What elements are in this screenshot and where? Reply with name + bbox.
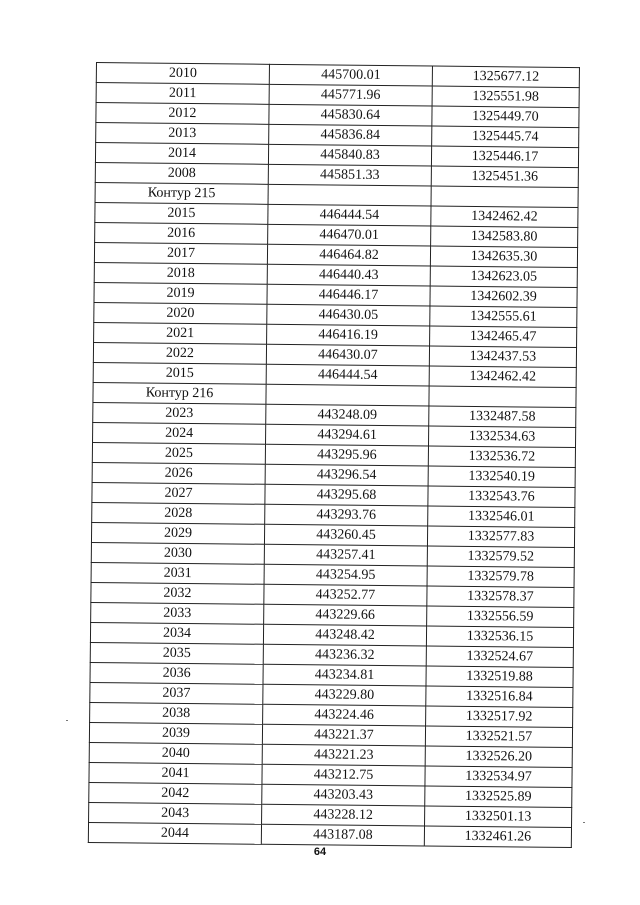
point-number-cell: 2034 [90, 622, 263, 644]
x-coordinate-cell: 445851.33 [268, 164, 431, 186]
y-coordinate-cell: 1332519.88 [426, 666, 573, 688]
contour-label: Контур 216 [93, 382, 266, 404]
y-coordinate-cell: 1332487.58 [429, 406, 576, 428]
x-coordinate-cell: 443221.37 [262, 724, 425, 746]
y-coordinate-cell: 1342437.53 [429, 346, 576, 368]
y-coordinate-cell: 1332546.01 [428, 506, 575, 528]
x-coordinate-cell: 443229.80 [263, 684, 426, 706]
point-number-cell: 2043 [89, 802, 262, 824]
contour-label: Контур 215 [95, 182, 268, 204]
point-number-cell: 2025 [92, 442, 265, 464]
point-number-cell: 2033 [91, 602, 264, 624]
x-coordinate-cell: 445700.01 [269, 64, 432, 86]
point-number-cell: 2037 [90, 682, 263, 704]
point-number-cell: 2032 [91, 582, 264, 604]
x-coordinate-cell: 443295.68 [265, 484, 428, 506]
y-coordinate-cell: 1342462.42 [429, 366, 576, 388]
x-coordinate-cell: 443187.08 [261, 824, 424, 846]
y-coordinate-cell: 1342555.61 [430, 306, 577, 328]
y-coordinate-cell: 1332525.89 [425, 786, 572, 808]
y-coordinate-cell: 1332501.13 [425, 806, 572, 828]
x-coordinate-cell: 446430.07 [266, 344, 429, 366]
y-coordinate-cell: 1325451.36 [431, 166, 578, 188]
y-coordinate-cell: 1332577.83 [427, 526, 574, 548]
x-coordinate-cell: 446444.54 [268, 204, 431, 226]
point-number-cell: 2042 [89, 782, 262, 804]
y-coordinate-cell: 1342583.80 [431, 226, 578, 248]
y-coordinate-cell: 1332517.92 [426, 706, 573, 728]
point-number-cell: 2014 [95, 143, 268, 165]
point-number-cell: 2026 [92, 462, 265, 484]
point-number-cell: 2008 [95, 162, 268, 184]
x-coordinate-cell: 443254.95 [264, 564, 427, 586]
point-number-cell: 2015 [95, 202, 268, 224]
y-coordinate-cell: 1325677.12 [432, 66, 579, 88]
x-coordinate-cell: 443295.96 [265, 444, 428, 466]
point-number-cell: 2013 [96, 123, 269, 145]
y-coordinate-cell: 1332516.84 [426, 686, 573, 708]
x-coordinate-cell: 443293.76 [265, 504, 428, 526]
y-coordinate-cell: 1332579.78 [427, 566, 574, 588]
y-coordinate-cell: 1332536.15 [426, 626, 573, 648]
x-coordinate-cell: 446470.01 [268, 224, 431, 246]
point-number-cell: 2024 [93, 422, 266, 444]
x-coordinate-cell: 446464.82 [267, 244, 430, 266]
x-coordinate-cell: 443229.66 [264, 604, 427, 626]
empty-cell [266, 384, 429, 406]
y-coordinate-cell: 1342462.42 [431, 206, 578, 228]
point-number-cell: 2021 [94, 322, 267, 344]
x-coordinate-cell: 443212.75 [262, 764, 425, 786]
point-number-cell: 2016 [95, 222, 268, 244]
empty-cell [268, 184, 431, 206]
y-coordinate-cell: 1332543.76 [428, 486, 575, 508]
y-coordinate-cell: 1332524.67 [426, 646, 573, 668]
point-number-cell: 2028 [92, 502, 265, 524]
point-number-cell: 2019 [94, 282, 267, 304]
y-coordinate-cell: 1342465.47 [430, 326, 577, 348]
x-coordinate-cell: 443203.43 [262, 784, 425, 806]
empty-cell [429, 386, 576, 408]
y-coordinate-cell: 1325445.74 [432, 126, 579, 148]
point-number-cell: 2017 [94, 242, 267, 264]
empty-cell [431, 186, 578, 208]
x-coordinate-cell: 445836.84 [269, 124, 432, 146]
x-coordinate-cell: 443296.54 [265, 464, 428, 486]
point-number-cell: 2044 [88, 822, 261, 844]
point-number-cell: 2020 [94, 302, 267, 324]
x-coordinate-cell: 446446.17 [267, 284, 430, 306]
point-number-cell: 2036 [90, 662, 263, 684]
point-number-cell: 2023 [93, 402, 266, 424]
point-number-cell: 2012 [96, 103, 269, 125]
y-coordinate-cell: 1325446.17 [431, 146, 578, 168]
x-coordinate-cell: 445830.64 [269, 104, 432, 126]
point-number-cell: 2010 [96, 63, 269, 85]
point-number-cell: 2018 [94, 262, 267, 284]
y-coordinate-cell: 1332521.57 [425, 726, 572, 748]
y-coordinate-cell: 1332526.20 [425, 746, 572, 768]
point-number-cell: 2040 [89, 742, 262, 764]
point-number-cell: 2039 [89, 722, 262, 744]
scan-speck [583, 822, 585, 823]
y-coordinate-cell: 1332534.97 [425, 766, 572, 788]
y-coordinate-cell: 1332556.59 [427, 606, 574, 628]
x-coordinate-cell: 445840.83 [268, 144, 431, 166]
x-coordinate-cell: 443236.32 [263, 644, 426, 666]
y-coordinate-cell: 1325449.70 [432, 106, 579, 128]
x-coordinate-cell: 443228.12 [262, 804, 425, 826]
y-coordinate-cell: 1332540.19 [428, 466, 575, 488]
x-coordinate-cell: 443257.41 [264, 544, 427, 566]
point-number-cell: 2035 [90, 642, 263, 664]
x-coordinate-cell: 443252.77 [264, 584, 427, 606]
scan-speck [66, 720, 68, 721]
point-number-cell: 2038 [90, 702, 263, 724]
y-coordinate-cell: 1332536.72 [428, 446, 575, 468]
x-coordinate-cell: 446416.19 [267, 324, 430, 346]
point-number-cell: 2011 [96, 83, 269, 105]
x-coordinate-cell: 446440.43 [267, 264, 430, 286]
coordinates-table-body [88, 63, 579, 848]
x-coordinate-cell: 443221.23 [262, 744, 425, 766]
x-coordinate-cell: 446444.54 [266, 364, 429, 386]
x-coordinate-cell: 443234.81 [263, 664, 426, 686]
x-coordinate-cell: 443294.61 [266, 424, 429, 446]
point-number-cell: 2031 [91, 562, 264, 584]
coordinates-table [88, 62, 580, 848]
y-coordinate-cell: 1332534.63 [428, 426, 575, 448]
point-number-cell: 2041 [89, 762, 262, 784]
y-coordinate-cell: 1342623.05 [430, 266, 577, 288]
x-coordinate-cell: 445771.96 [269, 84, 432, 106]
point-number-cell: 2015 [93, 362, 266, 384]
y-coordinate-cell: 1325551.98 [432, 86, 579, 108]
point-number-cell: 2027 [92, 482, 265, 504]
page-number: 64 [313, 846, 327, 858]
point-number-cell: 2022 [93, 342, 266, 364]
y-coordinate-cell: 1332461.26 [424, 826, 571, 848]
y-coordinate-cell: 1332579.52 [427, 546, 574, 568]
point-number-cell: 2029 [91, 522, 264, 544]
x-coordinate-cell: 443248.09 [266, 404, 429, 426]
y-coordinate-cell: 1342635.30 [430, 246, 577, 268]
x-coordinate-cell: 443260.45 [264, 524, 427, 546]
x-coordinate-cell: 443224.46 [263, 704, 426, 726]
x-coordinate-cell: 443248.42 [263, 624, 426, 646]
y-coordinate-cell: 1332578.37 [427, 586, 574, 608]
y-coordinate-cell: 1342602.39 [430, 286, 577, 308]
point-number-cell: 2030 [91, 542, 264, 564]
x-coordinate-cell: 446430.05 [267, 304, 430, 326]
